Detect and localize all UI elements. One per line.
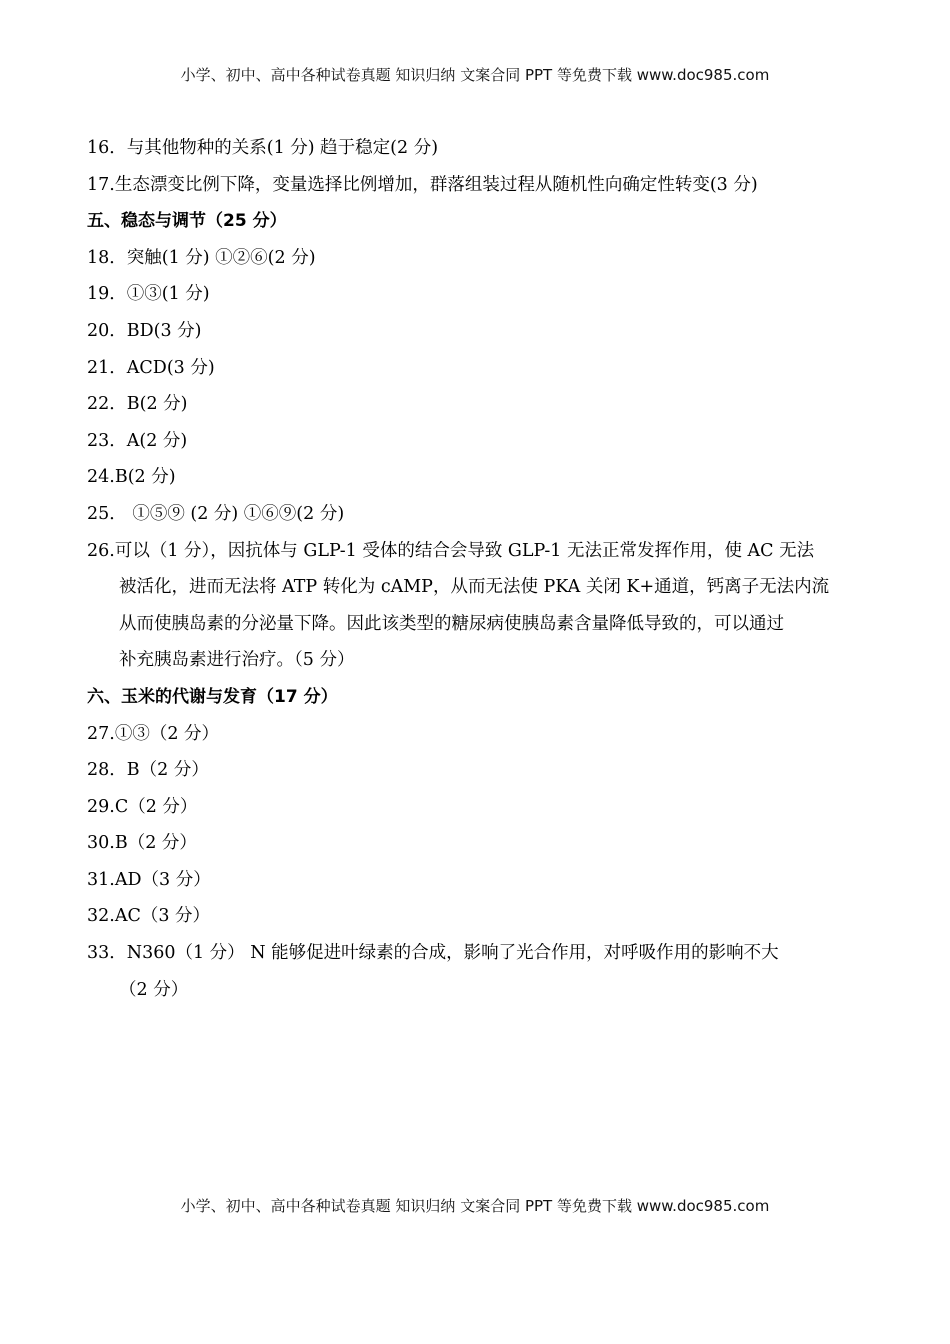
answer-27: 27.①③（2 分）: [87, 723, 220, 744]
answer-content: [87, 130, 867, 1008]
answer-33-line-1: 33．N360（1 分） N 能够促进叶绿素的合成，影响了光合作用，对呼吸作用的影响不大: [87, 943, 779, 964]
answer-26-line-1: 26.可以（1 分），因抗体与 GLP-1 受体的结合会导致 GLP-1 无法正常发挥作用，使 AC 无法: [87, 540, 815, 561]
answer-18: 18．突触(1 分) ①②⑥(2 分): [87, 247, 316, 268]
answer-17: 17.生态漂变比例下降，变量选择比例增加，群落组装过程从随机性向确定性转变(3 分): [87, 174, 758, 195]
section-heading-5: 五、稳态与调节（25 分）: [87, 211, 287, 232]
answer-24: 24.B(2 分): [87, 467, 176, 488]
answer-19: 19．①③(1 分): [87, 284, 210, 305]
answer-16: 16．与其他物种的关系(1 分) 趋于稳定(2 分): [87, 138, 439, 158]
answer-20: 20．BD(3 分): [87, 320, 202, 341]
answer-28: 28．B（2 分）: [87, 760, 209, 781]
answer-26-line-2: 被活化，进而无法将 ATP 转化为 cAMP，从而无法使 PKA 关闭 K+通道，钙离子无法内流: [119, 577, 830, 598]
answer-32: 32.AC（3 分）: [87, 906, 211, 927]
answer-33-line-2: （2 分）: [119, 979, 189, 1000]
answer-26-line-4: 补充胰岛素进行治疗。（5 分）: [119, 650, 355, 671]
answer-25: 25． ①⑤⑨ (2 分) ①⑥⑨(2 分): [87, 503, 345, 524]
answer-31: 31.AD（3 分）: [87, 869, 211, 890]
footer-banner: 小学、初中、高中各种试卷真题 知识归纳 文案合同 PPT 等免费下载 www.doc985.com: [180, 1197, 770, 1215]
answer-26-line-3: 从而使胰岛素的分泌量下降。因此该类型的糖尿病使胰岛素含量降低导致的，可以通过: [119, 613, 784, 634]
section-heading-6: 六、玉米的代谢与发育（17 分）: [87, 686, 338, 707]
answer-21: 21．ACD(3 分): [87, 357, 215, 378]
answer-23: 23．A(2 分): [87, 430, 188, 451]
header-banner: 小学、初中、高中各种试卷真题 知识归纳 文案合同 PPT 等免费下载 www.doc985.com: [180, 66, 770, 84]
answer-29: 29.C（2 分）: [87, 796, 198, 817]
answer-30: 30.B（2 分）: [87, 833, 197, 854]
answer-22: 22．B(2 分): [87, 394, 188, 415]
